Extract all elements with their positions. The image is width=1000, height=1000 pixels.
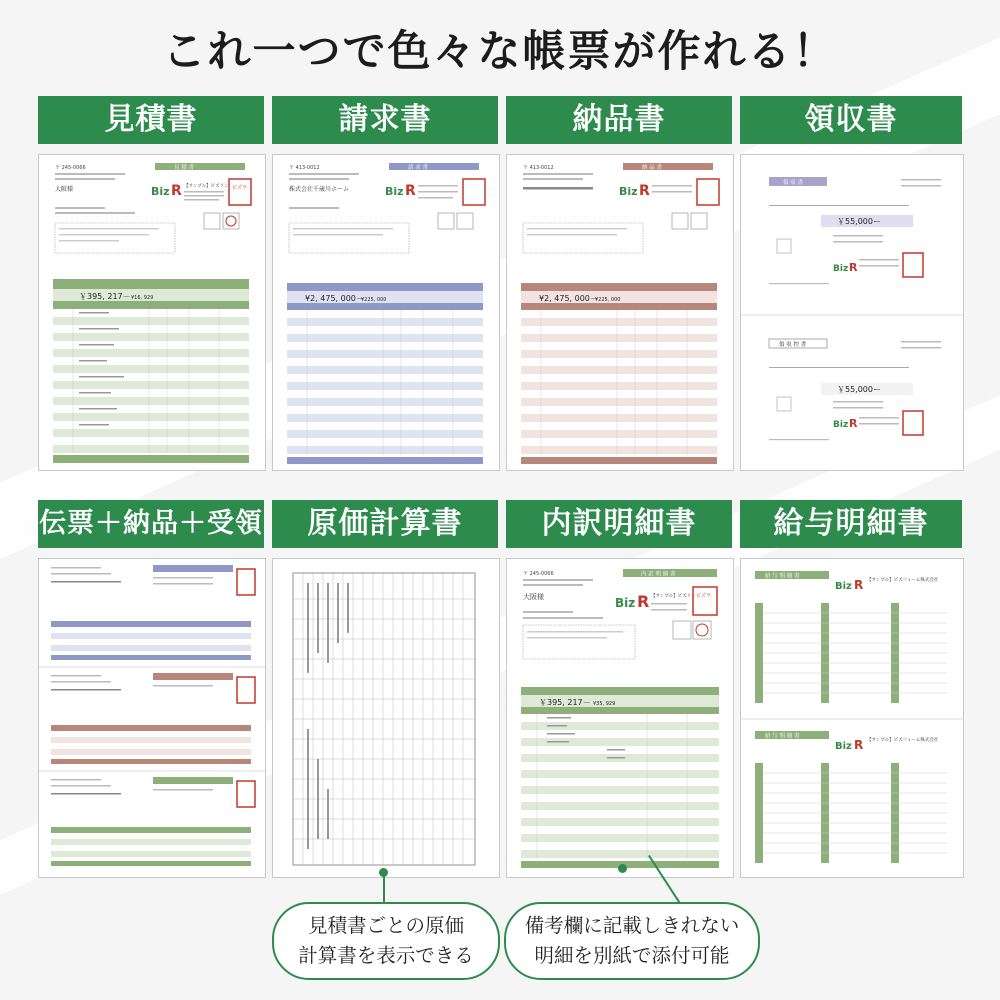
payslip-title-top: 給 与 明 細 書 <box>765 573 800 580</box>
label-delivery: 納品書 <box>506 96 732 144</box>
estimate-total: ￥395, 217－ <box>79 292 131 301</box>
callout-breakdown <box>504 902 760 980</box>
receipt-title-top: 領 収 書 <box>783 180 803 186</box>
svg-text:Biz: Biz <box>151 185 170 198</box>
recipient-name: 大阪様 <box>523 593 544 601</box>
postal-code: 〒 413-0012 <box>289 165 320 171</box>
invoice-document <box>272 154 500 471</box>
svg-text:R: R <box>639 183 650 199</box>
delivery-form <box>507 155 733 470</box>
delivery-total: ¥2, 475, 000－ <box>539 294 598 303</box>
estimate-document <box>38 154 266 471</box>
company-stamp: ビズラ <box>696 593 712 599</box>
invoice-subtotal: ¥225, 000 <box>361 297 387 303</box>
postal-code: 〒 245-0066 <box>523 571 554 577</box>
svg-text:R: R <box>849 261 858 274</box>
payslip-document <box>740 558 964 878</box>
svg-text:R: R <box>637 592 650 611</box>
callout-line: 計算書を表示できる <box>298 944 474 967</box>
svg-text:R: R <box>849 417 858 430</box>
page-title: これ一つで色々な帳票が作れる！ <box>162 27 838 77</box>
callout-line: 見積書ごとの原価 <box>307 914 464 937</box>
callout-cost-calc <box>272 902 500 980</box>
svg-text:Biz: Biz <box>619 185 638 198</box>
label-invoice: 請求書 <box>272 96 498 144</box>
svg-text:Biz: Biz <box>835 741 852 752</box>
sample-company: 【サンプル】ビズリン <box>184 184 229 189</box>
breakdown-form <box>507 559 733 877</box>
svg-text:Biz: Biz <box>835 581 852 592</box>
svg-text:R: R <box>405 183 416 199</box>
receipt-amount-top: ￥55,000ー <box>837 217 881 226</box>
recipient-name: 株式会社千歳川ホーム <box>289 186 350 193</box>
breakdown-document <box>506 558 734 878</box>
receipt-document <box>740 154 964 471</box>
payslip-company-bottom: 【サンプル】ビズフォーム株式会社 <box>867 738 939 743</box>
doc-title: 請 求 書 <box>408 165 428 171</box>
doc-title: 納 品 書 <box>642 165 662 171</box>
label-payslip: 給与明細書 <box>740 500 962 548</box>
svg-text:Biz: Biz <box>385 185 404 198</box>
sample-company: 【サンプル】ビズリン <box>651 594 696 599</box>
callout-line: 明細を別紙で添付可能 <box>534 944 730 967</box>
label-receipt: 領収書 <box>740 96 962 144</box>
svg-text:R: R <box>171 183 182 199</box>
svg-text:R: R <box>854 578 864 592</box>
payslip-title-bottom: 給 与 明 細 書 <box>765 733 800 740</box>
callout-dot <box>379 868 388 877</box>
label-cost-calc: 原価計算書 <box>272 500 498 548</box>
estimate-form <box>39 155 265 470</box>
callout-dot <box>618 864 627 873</box>
delivery-subtotal: ¥225, 000 <box>595 297 621 303</box>
svg-text:Biz: Biz <box>615 596 636 610</box>
estimate-subtotal: ¥16, 929 <box>131 295 154 301</box>
receipt-form <box>741 155 963 470</box>
cost-calc-grid <box>273 559 499 877</box>
svg-text:Biz: Biz <box>833 420 849 430</box>
payslip-form <box>741 559 963 877</box>
slip-set-form <box>39 559 265 877</box>
company-stamp: ビズラ <box>232 185 248 191</box>
receipt-amount-bottom: ￥55,000ー <box>837 385 881 394</box>
svg-text:R: R <box>854 738 864 752</box>
label-breakdown: 内訳明細書 <box>506 500 732 548</box>
callout-line: 備考欄に記載しきれない <box>524 914 740 937</box>
payslip-company-top: 【サンプル】ビズフォーム株式会社 <box>867 578 939 583</box>
receipt-title-bottom: 領 収 控 書 <box>779 342 807 348</box>
breakdown-total: ￥395, 217－ <box>539 698 591 707</box>
label-slip-set: 伝票＋納品＋受領 <box>38 500 264 548</box>
breakdown-subtotal: ¥35, 929 <box>593 701 616 707</box>
slip-set-document <box>38 558 266 878</box>
delivery-document <box>506 154 734 471</box>
svg-text:Biz: Biz <box>833 264 849 274</box>
doc-title: 内 訳 明 細 書 <box>641 571 676 578</box>
cost-calc-document <box>272 558 500 878</box>
postal-code: 〒 413-0012 <box>523 165 554 171</box>
invoice-total: ¥2, 475, 000－ <box>305 294 364 303</box>
recipient-name: 大阪様 <box>55 186 74 193</box>
postal-code: 〒 245-0066 <box>55 165 86 171</box>
label-estimate: 見積書 <box>38 96 264 144</box>
invoice-form <box>273 155 499 470</box>
doc-title: 見 積 書 <box>174 165 194 171</box>
